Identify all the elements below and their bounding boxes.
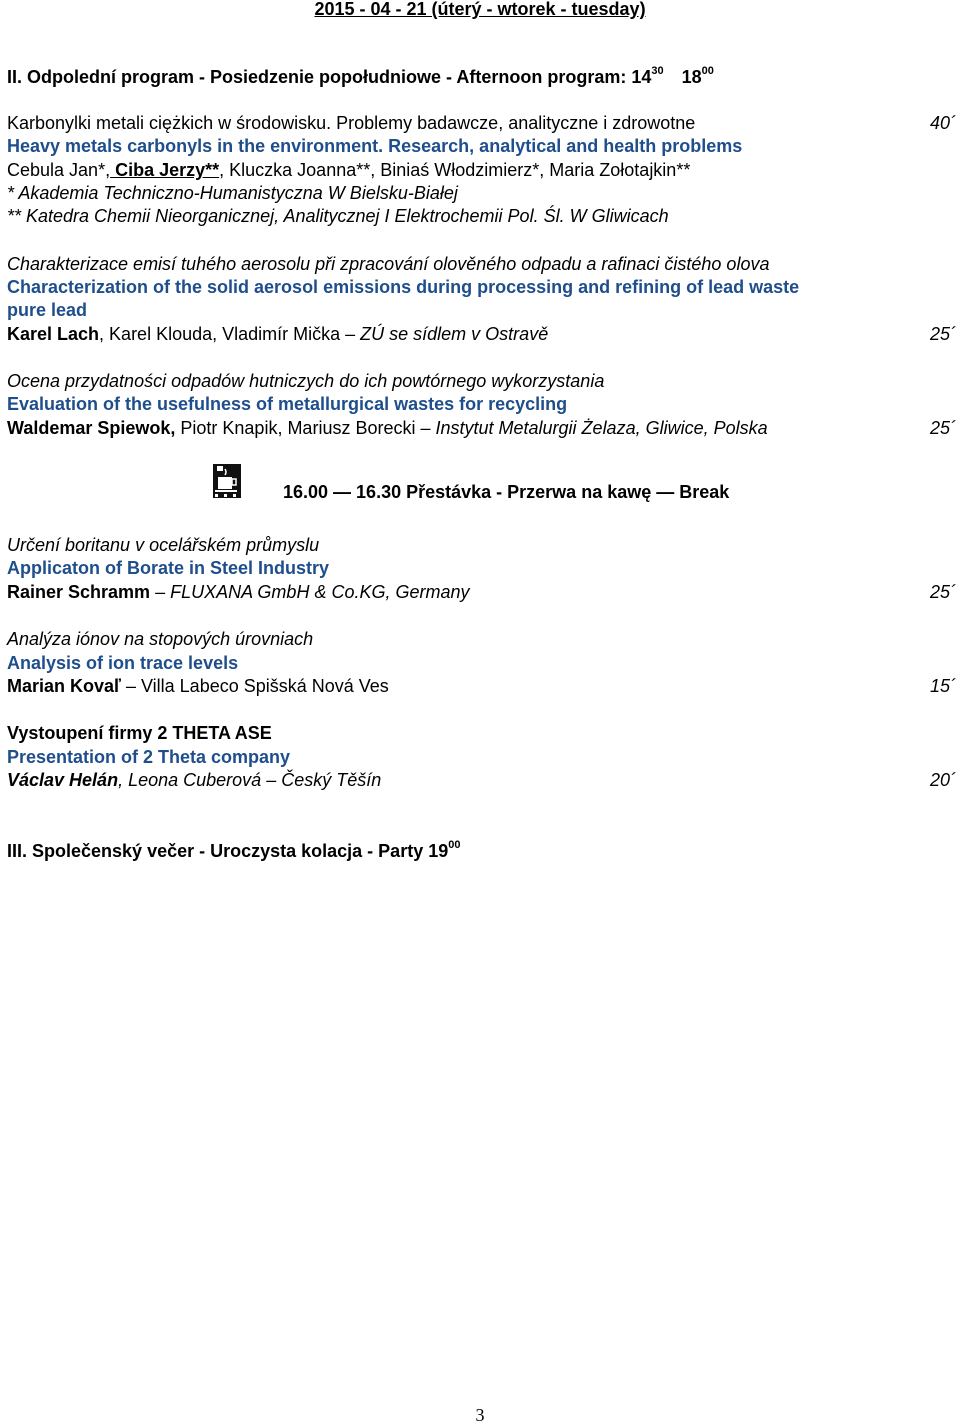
talk-2-title-en-line-1: Characterization of the solid aerosol emissions during processing and refining of lead waste [7,277,800,297]
talk-1-affiliation-1: * Akademia Techniczno-Humanistyczna W Bielsku-Białej [7,183,458,203]
talk-5-authors [7,675,389,697]
talk-4-duration: 25´ [929,582,956,602]
dash: – [345,324,361,344]
talk-3-authors [7,417,768,439]
page-number: 3 [475,1405,485,1425]
talk-4-title-en: Applicaton of Borate in Steel Industry [7,558,330,578]
presenter: Václav Helán [7,770,119,790]
talk-2-authors [7,323,548,345]
talk-5-duration: 15´ [929,676,956,696]
institution: FLUXANA GmbH & Co.KG, Germany [170,582,470,602]
coffee-cup-icon [212,463,242,499]
presenter: Ciba Jerzy** [110,160,220,180]
author: Cebula Jan*, [7,160,111,180]
co-authors: , Leona Cuberová [118,770,267,790]
presenter: Rainer Schramm [7,582,156,602]
talk-6-authors [7,769,381,791]
end-minutes: 00 [701,65,714,77]
talk-4-title-cz: Určení boritanu v ocelářském průmyslu [7,535,320,555]
dash: – [125,676,141,696]
section-3-heading [7,840,460,862]
institution: Villa Labeco Spišská Nová Ves [140,676,389,696]
talk-2-title-en-line-2: pure lead [7,300,88,320]
co-authors: , Karel Klouda, Vladimír Mička [99,324,346,344]
presenter: Marian Kovaľ [7,676,126,696]
talk-1-authors [7,159,690,181]
presenter: Waldemar Spiewok, [7,418,176,438]
section-2-title: II. Odpolední program - Posiedzenie popołudniowe - Afternoon program: 14 [7,67,652,87]
talk-5-title-en: Analysis of ion trace levels [7,653,239,673]
talk-6-duration: 20´ [929,770,956,790]
talk-3-title-pl: Ocena przydatności odpadów hutniczych do ich powtórnego wykorzystania [7,371,605,391]
talk-1-duration: 40´ [929,113,956,133]
talk-6-title-cz: Vystoupení firmy 2 THETA ASE [7,723,272,743]
talk-3-duration: 25´ [929,418,956,438]
co-authors: Piotr Knapik, Mariusz Borecki [175,418,421,438]
talk-1-title-pl: Karbonylki metali ciężkich w środowisku. Problemy badawcze, analityczne i zdrowotne [7,113,696,133]
break-label: 16.00 — 16.30 Přestávka - Przerwa na kawę — Break [283,482,730,502]
start-minutes: 30 [651,65,664,77]
talk-2-duration: 25´ [929,324,956,344]
section-2-heading [7,66,714,88]
presenter: Karel Lach [7,324,100,344]
dash: – [266,770,282,790]
date-heading: 2015 - 04 - 21 (úterý - wtorek - tuesday) [314,0,646,19]
talk-5-title-sk: Analýza iónov na stopových úrovniach [7,629,314,649]
talk-4-authors [7,581,470,603]
section-3-title: III. Společenský večer - Uroczysta kolacja - Party 19 [7,841,449,861]
dash: – [420,418,436,438]
end-hour: 18 [681,67,702,87]
co-authors: , Kluczka Joanna**, Biniaś Włodzimierz*, Maria Zołotajkin** [219,160,691,180]
party-time-minutes: 00 [448,839,461,851]
institution: Instytut Metalurgii Żelaza, Gliwice, Polska [435,418,768,438]
talk-3-title-en: Evaluation of the usefulness of metallurgical wastes for recycling [7,394,568,414]
institution: ZÚ se sídlem v Ostravě [360,324,549,344]
talk-6-title-en: Presentation of 2 Theta company [7,747,291,767]
institution: Český Těšín [281,770,382,790]
talk-1-affiliation-2: ** Katedra Chemii Nieorganicznej, Analitycznej I Elektrochemii Pol. Śl. W Gliwicach [7,206,669,226]
talk-1-title-en: Heavy metals carbonyls in the environment. Research, analytical and health problems [7,136,743,156]
dash: – [155,582,171,602]
talk-2-title-cz: Charakterizace emisí tuhého aerosolu při zpracování olověného odpadu a rafinaci čistého olova [7,254,770,274]
